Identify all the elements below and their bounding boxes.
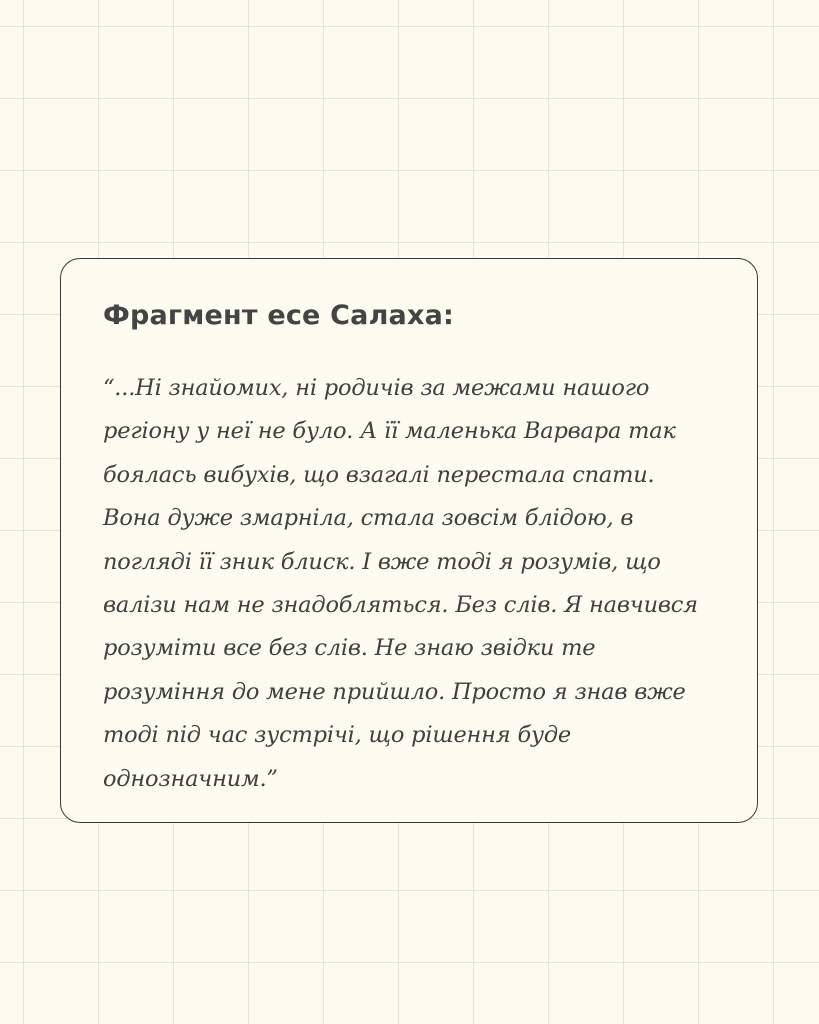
card-title: Фрагмент есе Салаха: (103, 300, 455, 331)
essay-quote: “...Ні знайомих, ні родичів за межами нашого регіону у неї не було. А її маленька Варвара так боялась вибухів, що взагалі перестала спати. Вона дуже змарніла, стала зовсім блідою, в погляді її зник блиск. І вже тоді я розумів, що валізи нам не знадобляться. Без слів. Я навчився розуміти все без слів. Не знаю звідки те розуміння до мене прийшло. Просто я знав вже тоді під час зустрічі, що рішення буде однозначним.” (103, 375, 698, 792)
quote-card (60, 258, 758, 823)
